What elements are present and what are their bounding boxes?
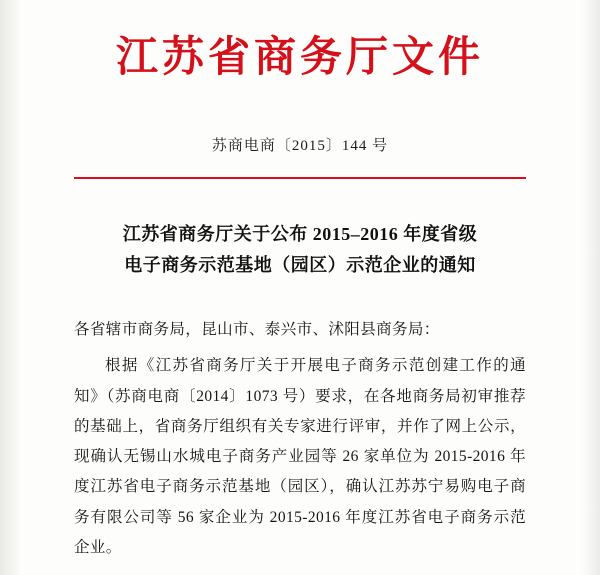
body-salutation: 各省辖市商务局，昆山市、泰兴市、沭阳县商务局：: [74, 321, 440, 339]
body-paragraph-1: 根据《江苏省商务厅关于开展电子商务示范创建工作的通知》（苏商电商〔2014〕1073 号）要求，在各地商务局初审推荐的基础上，省商务厅组织有关专家进行评审，并作了网上公示，现确认无锡山水城电子商务产业园等 26 家单位为 2015-2016 年度江苏省电子商务示范基地（园区），确认江苏苏宁易购电子商务有限公司等 56 家企业为 2015-2016 年度江苏省电子商务示范企业。: [74, 357, 526, 556]
title-line-2: 电子商务示范基地（园区）示范企业的通知: [124, 255, 476, 276]
masthead-title: 江苏省商务厅文件: [115, 35, 484, 81]
title-line-1: 江苏省商务厅关于公布 2015–2016 年度省级: [122, 224, 478, 245]
document-masthead: [0, 0, 600, 82]
red-divider-rule: [74, 177, 526, 179]
document-body: [74, 315, 526, 563]
document-title: [80, 219, 520, 281]
document-number: 苏商电商〔2015〕144 号: [211, 138, 389, 155]
